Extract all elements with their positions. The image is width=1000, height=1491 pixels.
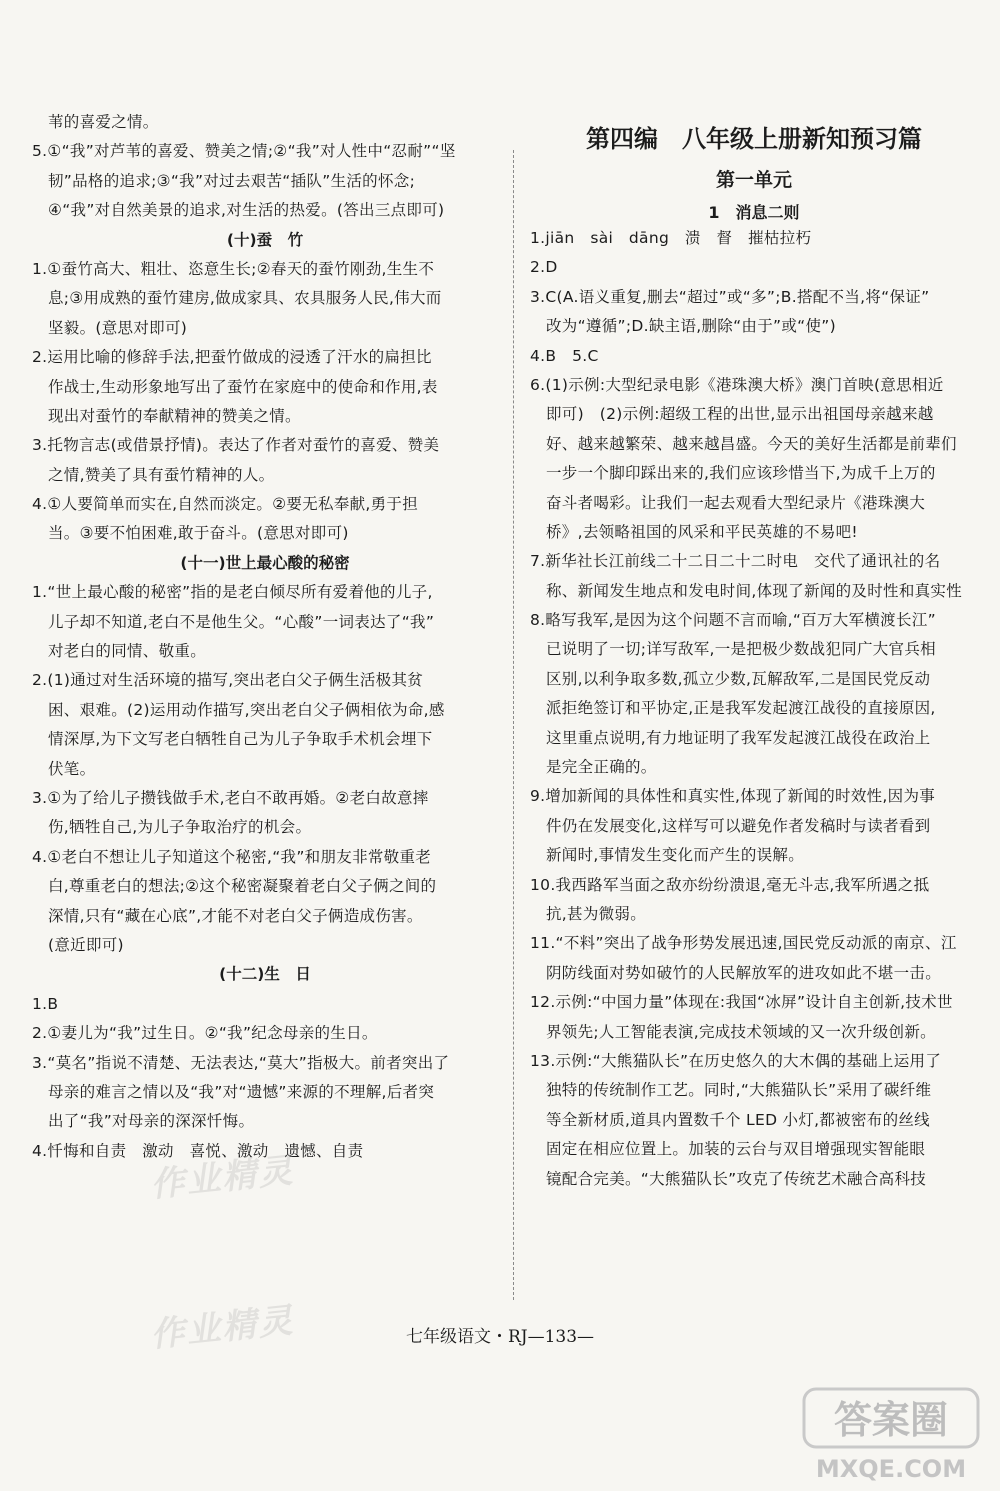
answer-line: 一步一个脚印踩出来的,我们应该珍惜当下,为成千上万的 — [546, 464, 936, 483]
answer-line: 坚毅。(意思对即可) — [48, 318, 188, 337]
answer-line: 称、新闻发生地点和发电时间,体现了新闻的及时性和真实性 — [546, 581, 963, 600]
section-heading: (十二)生 日 — [219, 965, 311, 984]
answer-line: 固定在相应位置上。加装的云台与双目增强现实智能眼 — [546, 1140, 926, 1159]
watermark: 作业精灵 — [148, 1150, 297, 1206]
answer-line: 1.“世上最心酸的秘密”指的是老白倾尽所有爱着他的儿子, — [32, 583, 433, 602]
logo-text: 答案圈 — [833, 1398, 949, 1442]
answer-line: 独特的传统制作工艺。同时,“大熊猫队长”采用了碳纤维 — [546, 1081, 932, 1100]
answer-line: 新闻时,事情发生变化而产生的误解。 — [546, 846, 805, 865]
answer-line: 12.示例:“中国力量”体现在:我国“冰屏”设计自主创新,技术世 — [530, 993, 953, 1012]
answer-line: 2.D — [530, 258, 558, 277]
answer-line: 2.(1)通过对生活环境的描写,突出老白父子俩生活极其贫 — [32, 671, 424, 690]
answer-line: 1.B — [32, 994, 59, 1013]
answer-line: 作战士,生动形象地写出了蚕竹在家庭中的使命和作用,表 — [48, 377, 438, 396]
section-heading: (十一)世上最心酸的秘密 — [180, 553, 350, 572]
answer-line: 3.①为了给儿子攒钱做手术,老白不敢再婚。②老白故意摔 — [32, 788, 429, 807]
answer-line: 抗,甚为微弱。 — [546, 904, 647, 923]
right-column-body — [530, 228, 978, 1198]
answer-line: 之情,赞美了具有蚕竹精神的人。 — [48, 465, 275, 484]
answer-line: 1.①蚕竹高大、粗壮、恣意生长;②春天的蚕竹刚劲,生生不 — [32, 259, 435, 278]
answer-line: 桥》,去领略祖国的风采和平民英雄的不易吧! — [546, 522, 858, 541]
answer-line: 深情,只有“藏在心底”,才能不对老白父子俩造成伤害。 — [48, 906, 423, 925]
answer-line: 情深厚,为下文写老白牺牲自己为儿子争取手术机会埋下 — [48, 730, 433, 749]
watermark: 作业精灵 — [148, 1300, 297, 1356]
section-heading: (十)蚕 竹 — [226, 230, 304, 249]
answer-line: 现出对蚕竹的奉献精神的赞美之情。 — [48, 406, 301, 425]
answer-line: ④“我”对自然美景的追求,对生活的热爱。(答出三点即可) — [48, 201, 445, 220]
answer-line: 儿子却不知道,老白不是他生父。“心酸”一词表达了“我” — [48, 612, 435, 631]
site-logo — [800, 1385, 985, 1485]
answer-line: 等全新材质,道具内置数千个 LED 小灯,都被密布的丝线 — [546, 1110, 930, 1129]
answer-line: 2.①妻儿为“我”过生日。②“我”纪念母亲的生日。 — [32, 1024, 378, 1043]
part-title: 第四编 八年级上册新知预习篇 — [586, 124, 922, 153]
answer-line: 7.新华社长江前线二十二日二十二时电 交代了通讯社的名 — [530, 552, 941, 571]
answer-line: 3.C(A.语义重复,删去“超过”或“多”;B.搭配不当,将“保证” — [530, 287, 930, 306]
answer-line: 派拒绝签订和平协定,正是我军发起渡江战役的直接原因, — [546, 699, 936, 718]
answer-line: 9.增加新闻的具体性和真实性,体现了新闻的时效性,因为事 — [530, 787, 936, 806]
answer-line: 1.jiān sài dāng 溃 督 摧枯拉朽 — [530, 229, 812, 247]
answer-line: 13.示例:“大熊猫队长”在历史悠久的大木偶的基础上运用了 — [530, 1051, 942, 1070]
right-column — [530, 112, 978, 1198]
answer-line: 11.“不料”突出了战争形势发展迅速,国民党反动派的南京、江 — [530, 934, 957, 953]
answer-line: (意近即可) — [48, 935, 124, 954]
answer-line: 10.我西路军当面之敌亦纷纷溃退,毫无斗志,我军所遇之抵 — [530, 875, 930, 894]
answer-line: 4.①老白不想让儿子知道这个秘密,“我”和朋友非常敬重老 — [32, 847, 432, 866]
answer-line: 件仍在发展变化,这样写可以避免作者发稿时与读者看到 — [546, 816, 931, 835]
answer-line: 对老白的同情、敬重。 — [48, 642, 207, 661]
lesson-title: 1 消息二则 — [708, 203, 800, 222]
answer-line: 这里重点说明,有力地证明了我军发起渡江战役在政治上 — [546, 728, 931, 747]
answer-line: 阴防线面对势如破竹的人民解放军的进攻如此不堪一击。 — [546, 963, 942, 982]
answer-line: 当。③要不怕困难,敢于奋斗。(意思对即可) — [48, 524, 349, 543]
answer-line: 界领先;人工智能表演,完成技术领域的又一次升级创新。 — [546, 1022, 936, 1041]
answer-line: 息;③用成熟的蚕竹建房,做成家具、农具服务人民,伟大而 — [48, 289, 442, 308]
answer-line: 伏笔。 — [48, 759, 96, 778]
answer-line: 白,尊重老白的想法;②这个秘密凝聚着老白父子俩之间的 — [48, 877, 437, 896]
answer-line: 改为“遵循”;D.缺主语,删除“由于”或“使”) — [546, 317, 836, 336]
answer-line: 8.略写我军,是因为这个问题不言而喻,“百万大军横渡长江” — [530, 611, 936, 630]
answer-line: 是完全正确的。 — [546, 758, 657, 777]
answer-line: 4.B 5.C — [530, 346, 599, 365]
answer-line: 韧”品格的追求;③“我”对过去艰苦“插队”生活的怀念; — [48, 171, 416, 190]
answer-line: 好、越来越繁荣、越来越昌盛。今天的美好生活都是前辈们 — [546, 434, 957, 453]
answer-line: 伤,牺牲自己,为儿子争取治疗的机会。 — [48, 818, 312, 837]
answer-line: 奋斗者喝彩。让我们一起去观看大型纪录片《港珠澳大 — [546, 493, 926, 512]
answer-line: 2.运用比喻的修辞手法,把蚕竹做成的浸透了汗水的扁担比 — [32, 348, 432, 367]
answer-line: 出了“我”对母亲的深深忏悔。 — [48, 1112, 255, 1131]
answer-line: 3.托物言志(或借景抒情)。表达了作者对蚕竹的喜爱、赞美 — [32, 436, 440, 455]
answer-line: 镜配合完美。“大熊猫队长”攻克了传统艺术融合高科技 — [546, 1169, 927, 1188]
answer-line: 6.(1)示例:大型纪录电影《港珠澳大桥》澳门首映(意思相近 — [530, 375, 944, 394]
answer-line: 区别,以利争取多数,孤立少数,瓦解敌军,二是国民党反动 — [546, 669, 931, 688]
logo-site: MXQE.COM — [815, 1455, 967, 1483]
page-footer: 七年级语文・RJ—133— — [405, 1327, 595, 1347]
answer-line: 已说明了一切;详写敌军,一是把极少数战犯同广大官兵相 — [546, 640, 936, 659]
unit-title: 第一单元 — [715, 169, 792, 191]
answer-line: 5.①“我”对芦苇的喜爱、赞美之情;②“我”对人性中“忍耐”“坚 — [32, 142, 456, 161]
answer-line: 困、艰难。(2)运用动作描写,突出老白父子俩相依为命,感 — [48, 700, 445, 719]
answer-line: 即可) (2)示例:超级工程的出世,显示出祖国母亲越来越 — [546, 405, 934, 424]
column-divider — [513, 150, 514, 1300]
left-column — [32, 112, 498, 1170]
answer-line: 3.“莫名”指说不清楚、无法表达,“莫大”指极大。前者突出了 — [32, 1053, 450, 1072]
answer-line: 4.①人要简单而实在,自然而淡定。②要无私奉献,勇于担 — [32, 495, 419, 514]
answer-line: 苇的喜爱之情。 — [48, 113, 159, 131]
answer-line: 母亲的难言之情以及“我”对“遗憾”来源的不理解,后者突 — [48, 1082, 435, 1101]
answer-line: 4.忏悔和自责 激动 喜悦、激动 遗憾、自责 — [32, 1141, 364, 1160]
